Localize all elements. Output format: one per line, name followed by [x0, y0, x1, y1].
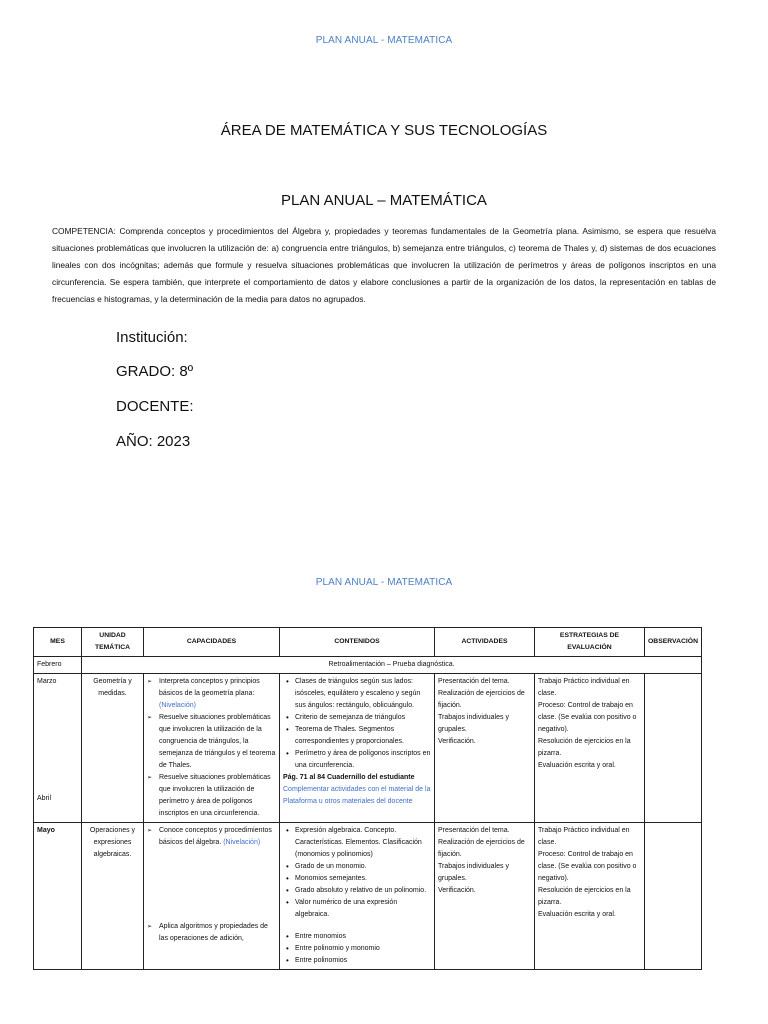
- evaluacion-text: Trabajo Práctico individual en clase.: [538, 678, 630, 697]
- cell-capacidades: [144, 823, 280, 970]
- grado-label: GRADO: 8º: [116, 363, 194, 380]
- header-observacion: OBSERVACIÓN: [645, 628, 702, 657]
- evaluacion-text: Evaluación escrita y oral.: [538, 911, 616, 918]
- cell-mes: [34, 674, 82, 823]
- actividad-text: Verificación.: [438, 887, 476, 894]
- evaluacion-text: Resolución de ejercicios en la pizarra.: [538, 738, 631, 757]
- list-item: ➢ Aplica algoritmos y propiedades de las operaciones de adición,: [159, 921, 276, 945]
- evaluacion-text: Evaluación escrita y oral.: [538, 762, 616, 769]
- cell-unidad: Geometría y medidas.: [82, 674, 144, 823]
- anio-label: AÑO: 2023: [116, 433, 191, 450]
- cell-evaluacion: [535, 823, 645, 970]
- complementar-note: Complementar actividades con el material de la Plataforma u otros materiales del docente: [283, 786, 431, 805]
- cell-unidad: Operaciones y expresiones algebraicas.: [82, 823, 144, 970]
- capacidad-text: Conoce conceptos y procedimientos básicos del álgebra.: [159, 827, 272, 846]
- list-item: • Monomios semejantes.: [295, 873, 431, 885]
- list-item: • Grado de un monomio.: [295, 861, 431, 873]
- cell-mes: Mayo: [34, 823, 82, 970]
- institucion-label: Institución:: [116, 329, 188, 346]
- cell-capacidades: [144, 674, 280, 823]
- nivelacion-note: (Nivelación): [159, 702, 196, 709]
- mes-abril: Abril: [37, 795, 52, 802]
- list-item: • Expresión algebraica. Concepto. Características. Elementos. Clasificación (monomios y polinomios): [295, 825, 431, 861]
- competencia-paragraph: COMPETENCIA: Comprenda conceptos y procedimientos del Álgebra y, propiedades y teoremas fundamentales de la Geometría plana. Asimismo, se espera que resuelva situaciones problemáticas que involucren la utilización de: a) congruencia entre triángulos, b) semejanza entre triángulos, c) teorema de Thales y, d) sistemas de dos ecuaciones lineales con dos incógnitas; además que formule y resuelva situaciones problemáticas que involucren la utilización de perímetros y áreas de polígonos inscriptos en una circunferencia. Se espera también, que interprete el comportamiento de datos y elabore conclusiones a partir de la organización de los datos, la representación en tablas de frecuencias e histogramas, y la determinación de la media para datos no agrupados.: [52, 226, 716, 304]
- table-row-febrero: [34, 657, 702, 674]
- cell-mes: Febrero: [34, 657, 82, 674]
- plan-table: [33, 627, 702, 970]
- header-mes: MES: [34, 628, 82, 657]
- evaluacion-text: Trabajo Práctico individual en clase.: [538, 827, 630, 846]
- list-item: • Perímetro y área de polígonos inscriptos en una circunferencia.: [295, 748, 431, 772]
- page-header: PLAN ANUAL - MATEMATICA: [315, 35, 453, 46]
- header-actividades: ACTIVIDADES: [435, 628, 535, 657]
- list-item: • Criterio de semejanza de triángulos: [295, 712, 431, 724]
- table-row-marzo: [34, 674, 702, 823]
- cell-observacion: [645, 674, 702, 823]
- list-item: • Entre monomios: [295, 931, 431, 943]
- nivelacion-note: (Nivelación): [223, 839, 261, 846]
- actividad-text: Trabajos individuales y grupales.: [438, 863, 509, 882]
- plan-title: PLAN ANUAL – MATEMÁTICA: [281, 192, 487, 209]
- list-item: • Teorema de Thales. Segmentos correspondientes y proporcionales.: [295, 724, 431, 748]
- docente-label: DOCENTE:: [116, 398, 194, 415]
- cell-observacion: [645, 823, 702, 970]
- cell-evaluacion: [535, 674, 645, 823]
- cuadernillo-reference: Pág. 71 al 84 Cuadernillo del estudiante: [283, 774, 415, 781]
- area-title: ÁREA DE MATEMÁTICA Y SUS TECNOLOGÍAS: [220, 122, 548, 139]
- evaluacion-text: Resolución de ejercicios en la pizarra.: [538, 887, 631, 906]
- actividad-text: Realización de ejercicios de fijación.: [438, 839, 525, 858]
- table-row-mayo: [34, 823, 702, 970]
- table-header-row: [34, 628, 702, 657]
- list-item: ➢ Resuelve situaciones problemáticas que involucren la utilización de la congruencia de triángulos, la semejanza de triángulos y el teorema de Thales.: [159, 712, 276, 772]
- actividad-text: Trabajos individuales y grupales.: [438, 714, 509, 733]
- cell-contenidos: [280, 674, 435, 823]
- list-item: [159, 676, 276, 712]
- actividad-text: Presentación del tema.: [438, 678, 510, 685]
- evaluacion-text: Proceso: Control de trabajo en clase. (Se evalúa con positivo o negativo).: [538, 702, 637, 733]
- list-item: • Valor numérico de una expresión algebraica.: [295, 897, 431, 921]
- header-capacidades: CAPACIDADES: [144, 628, 280, 657]
- capacidad-text: Interpreta conceptos y principios básicos de la geometría plana:: [159, 678, 260, 697]
- actividad-text: Verificación.: [438, 738, 476, 745]
- actividad-text: Presentación del tema.: [438, 827, 510, 834]
- list-item: [159, 825, 276, 849]
- evaluacion-text: Proceso: Control de trabajo en clase. (Se evalúa con positivo o negativo).: [538, 851, 637, 882]
- actividad-text: Realización de ejercicios de fijación.: [438, 690, 525, 709]
- cell-contenidos: [280, 823, 435, 970]
- list-item: • Grado absoluto y relativo de un polinomio.: [295, 885, 431, 897]
- cell-actividades: [435, 674, 535, 823]
- header-contenidos: CONTENIDOS: [280, 628, 435, 657]
- list-item: ➢ Resuelve situaciones problemáticas que involucren la utilización de perímetro y área de polígonos inscriptos en una circunferencia.: [159, 772, 276, 820]
- list-item: • Entre polinomios: [295, 955, 431, 967]
- list-item: • Entre polinomio y monomio: [295, 943, 431, 955]
- cell-actividades: [435, 823, 535, 970]
- list-item: • Clases de triángulos según sus lados: isósceles, equilátero y escaleno y según sus ángulos: rectángulo, oblicuángulo.: [295, 676, 431, 712]
- header-estrategias: ESTRATEGIAS DE EVALUACIÓN: [535, 628, 645, 657]
- cell-retroalimentacion: Retroalimentación – Prueba diagnóstica.: [82, 657, 702, 674]
- section-header: PLAN ANUAL - MATEMATICA: [315, 577, 453, 588]
- mes-marzo: Marzo: [37, 678, 57, 685]
- header-unidad: UNIDAD TEMÁTICA: [82, 628, 144, 657]
